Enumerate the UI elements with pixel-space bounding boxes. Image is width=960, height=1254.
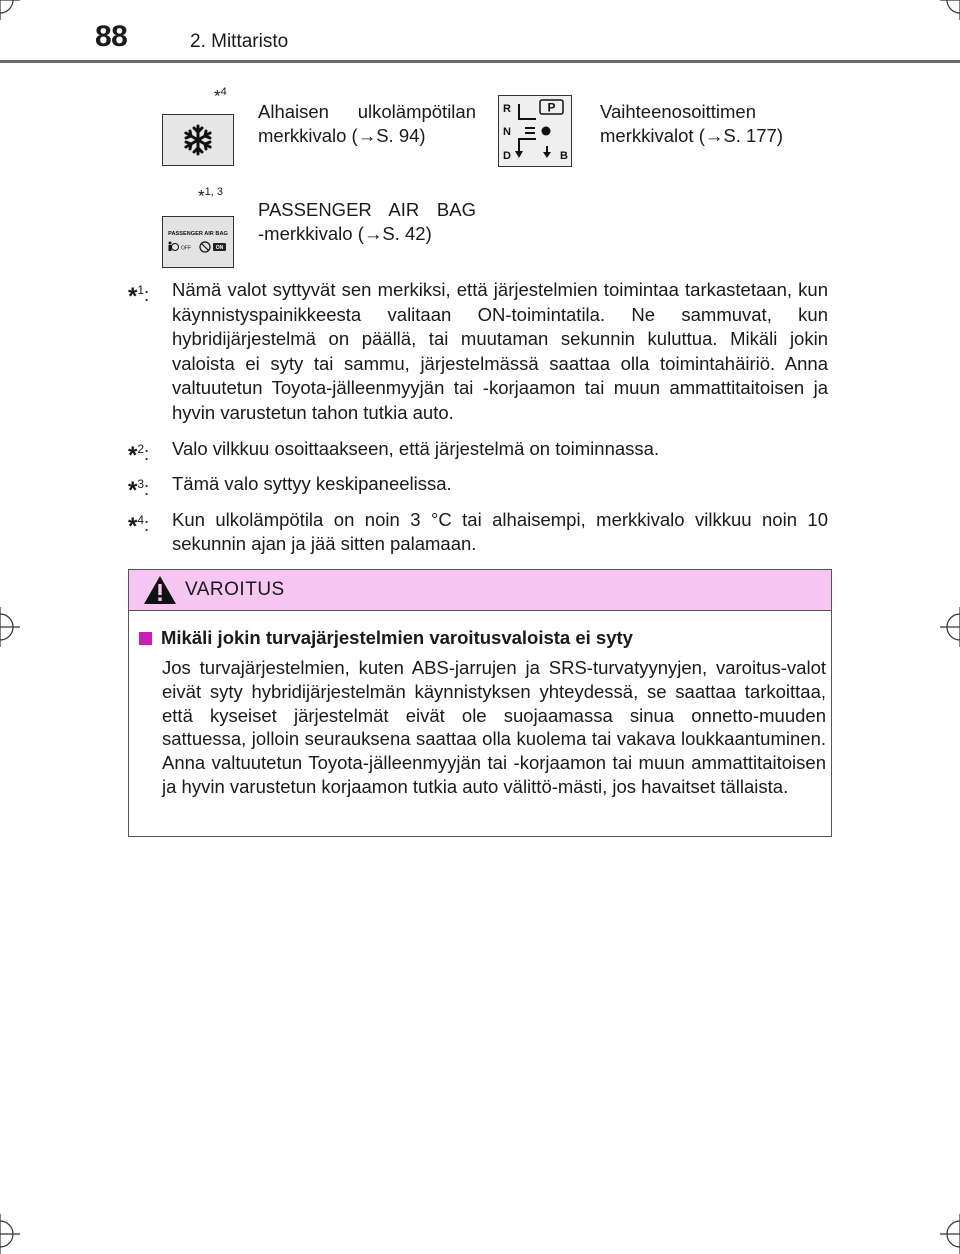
gear-letter-r: R xyxy=(503,103,511,115)
passenger-airbag-indicator xyxy=(162,216,234,268)
registration-mark-bottom-right-icon xyxy=(940,1214,960,1254)
chapter-title: 2. Mittaristo xyxy=(190,31,289,52)
footnote-mark: *$^2$: xyxy=(128,441,150,469)
footnote-mark: *$^3$: xyxy=(128,477,150,505)
passenger-airbag-indicator-description: PASSENGER AIR BAG -merkkivalo (→S. 42) xyxy=(258,199,476,244)
passenger-airbag-icon-label: PASSENGER AIR BAG xyxy=(168,231,228,237)
footnote xyxy=(128,508,828,557)
snowflake-indicator xyxy=(162,114,234,166)
gear-shift-indicator-description: Vaihteenosoittimen merkkivalot (→S. 177) xyxy=(600,101,783,146)
warning-title: VAROITUS xyxy=(185,579,285,600)
footnote xyxy=(128,437,828,469)
registration-mark-bottom-left-icon xyxy=(0,1214,20,1254)
snowflake-icon xyxy=(181,123,215,157)
footnote-mark: *$^1$: xyxy=(128,283,150,311)
park-label: P xyxy=(547,100,556,115)
footnote-text: Valo vilkkuu osoittaakseen, että järjestelmä on toiminnassa. xyxy=(172,437,660,459)
header-rule xyxy=(0,60,960,63)
gear-letter-d: D xyxy=(503,150,511,162)
registration-mark-middle-right-icon xyxy=(940,607,960,647)
footnote xyxy=(128,278,828,426)
airbag-on-label: ON xyxy=(215,245,224,252)
footnote-text: Kun ulkolämpötila on noin 3 °C tai alhaisempi, merkkivalo vilkkuu noin 10 sekunnin ajan ja jää sitten palamaan. xyxy=(172,508,828,555)
passenger-airbag-icon xyxy=(164,218,232,266)
footnote-text: Tämä valo syttyy keskipaneelissa. xyxy=(172,473,452,495)
footnote-text: Nämä valot syttyvät sen merkiksi, että järjestelmien toimintaa tarkastetaan, kun käynnistyspainikkeesta valitaan ON-toimintatila. Ne sammuvat, kun hybridijärjestelmä on päällä, tai muutaman sekunnin kuluttua. Mikäli jokin valoista ei syty tai sammu, järjestelmässä saattaa olla toimintahäiriö. Anna valtuutetun Toyota-jälleenmyyjän tai -korjaamon tai muun ammattitaitoisen ja hyvin varustetun tahon tutkia auto. xyxy=(172,279,828,423)
indicator-footnote-mark: *$^4$ xyxy=(214,86,227,106)
warning-heading: Mikäli jokin turvajärjestelmien varoitusvaloista ei syty xyxy=(139,627,633,649)
warning-header xyxy=(129,570,831,611)
warning-body: Jos turvajärjestelmien, kuten ABS-jarrujen ja SRS-turvatyynyjen, varoitus-valot eivät syty hybridijärjestelmän käynnistyksen yhteydessä, se saattaa tarkoittaa, että kyseiset järjestelmät eivät ole suojaamassa sinua onnetto-muuden sattuessa, jolloin seurauksena saattaa olla kuolema tai vakava loukkaantuminen. Anna valtuutetun Toyota-jälleenmyyjän tai -korjaamon tai muun ammattitaitoisen ja hyvin varustetun korjaamon tutkia auto välittö-mästi, jos havaitset tällaista. xyxy=(162,657,826,797)
gear-letter-n: N xyxy=(503,126,511,138)
page-number: 88 xyxy=(95,20,128,53)
footnote-mark: *$^4$: xyxy=(128,512,150,540)
gear-letter-b: B xyxy=(560,150,568,162)
gear-shift-indicator xyxy=(498,95,572,167)
airbag-off-label: OFF xyxy=(181,245,191,252)
gear-shift-icon xyxy=(499,96,571,166)
footnotes xyxy=(128,278,828,568)
footnote xyxy=(128,472,828,505)
snowflake-indicator-description: Alhaisen ulkolämpötilan merkkivalo (→S. 94) xyxy=(258,101,476,146)
registration-mark-middle-left-icon xyxy=(0,607,20,647)
indicator-footnote-mark: *$^{1, 3}$ xyxy=(198,186,223,206)
square-bullet-icon xyxy=(139,632,152,645)
registration-mark-top-right-icon xyxy=(940,0,960,20)
registration-mark-top-left-icon xyxy=(0,0,20,20)
warning-triangle-icon xyxy=(143,575,177,605)
warning-box xyxy=(128,569,832,837)
